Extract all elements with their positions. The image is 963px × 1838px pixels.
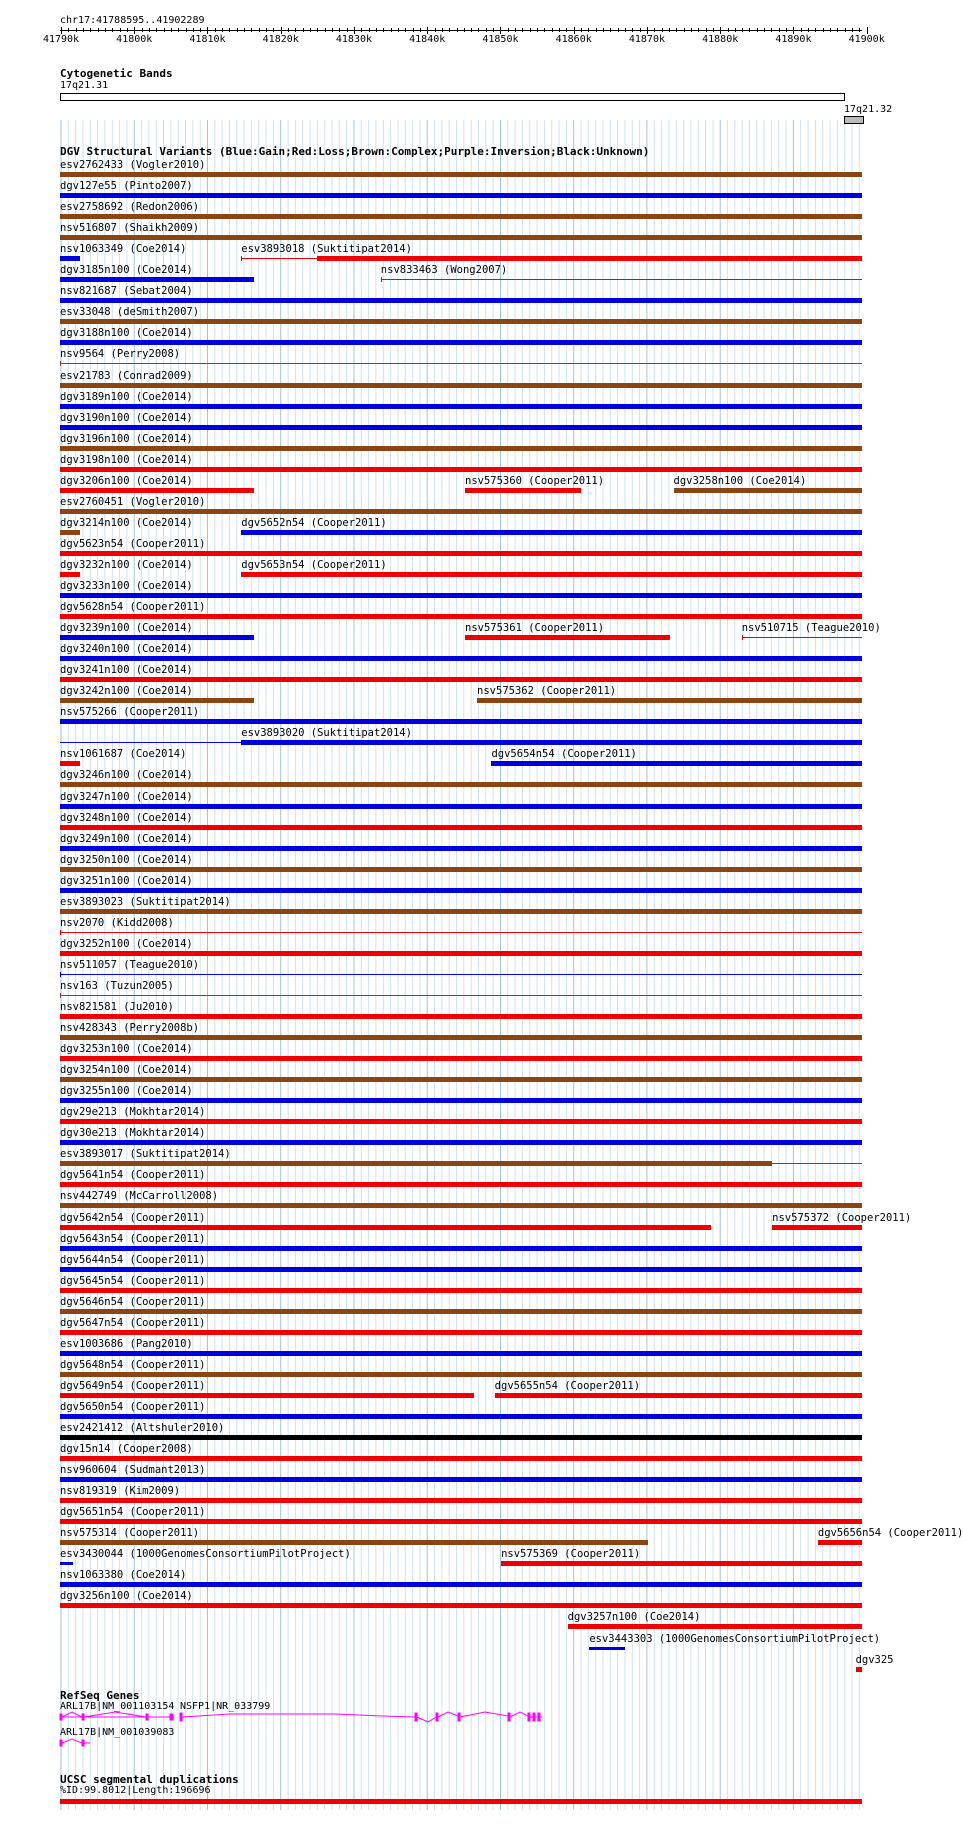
- dgv-variant-label: dgv127e55 (Pinto2007): [60, 180, 193, 193]
- dgv-variant-label: nsv821687 (Sebat2004): [60, 285, 193, 298]
- dgv-variant-label: dgv3256n100 (Coe2014): [60, 1590, 193, 1603]
- dgv-variant-label: dgv5645n54 (Cooper2011): [60, 1274, 206, 1287]
- ruler-tick-label: 41870k: [628, 34, 665, 45]
- dgv-variant-label: dgv30e213 (Mokhtar2014): [60, 1127, 206, 1140]
- dgv-variant-label: dgv5647n54 (Cooper2011): [60, 1316, 206, 1329]
- dgv-variant-label: dgv5651n54 (Cooper2011): [60, 1506, 206, 1519]
- ruler-tick-label: 41900k: [848, 34, 885, 45]
- dgv-variant-label: dgv3254n100 (Coe2014): [60, 1064, 193, 1077]
- dgv-variant-label: dgv5644n54 (Cooper2011): [60, 1253, 206, 1266]
- dgv-variant-label: dgv3247n100 (Coe2014): [60, 790, 193, 803]
- refseq-gene-label-1: ARL17B|NM_001103154: [60, 1701, 175, 1712]
- dgv-variant-label: dgv3241n100 (Coe2014): [60, 664, 193, 677]
- cytoband-track-title: Cytogenetic Bands: [60, 67, 173, 80]
- dgv-track-title: DGV Structural Variants (Blue:Gain;Red:Loss;Brown:Complex;Purple:Inversion;Black:Unknown): [60, 145, 650, 158]
- dgv-variant-label: dgv3255n100 (Coe2014): [60, 1085, 193, 1098]
- dgv-variant-label: dgv3250n100 (Coe2014): [60, 853, 193, 866]
- ruler-tick-label: 41790k: [42, 34, 80, 45]
- dgv-variant-label: dgv325: [855, 1653, 894, 1666]
- dgv-variant-label: dgv5649n54 (Cooper2011): [60, 1379, 206, 1392]
- dgv-variant-label: nsv516807 (Shaikh2009): [60, 222, 200, 235]
- ruler-tick-label: 41850k: [482, 34, 519, 45]
- dgv-variant-label: nsv575372 (Cooper2011): [772, 1211, 912, 1224]
- dgv-variant-label: dgv5641n54 (Cooper2011): [60, 1169, 206, 1182]
- dgv-variant-label: dgv3188n100 (Coe2014): [60, 327, 193, 340]
- dgv-variant-label: nsv575369 (Cooper2011): [501, 1548, 641, 1561]
- cytoband-label-2: 17q21.32: [844, 104, 893, 115]
- dgv-variant-label: dgv3248n100 (Coe2014): [60, 811, 193, 824]
- dgv-variant-label: nsv9564 (Perry2008): [60, 348, 181, 361]
- dgv-variant-label: esv3893023 (Suktitipat2014): [60, 895, 231, 908]
- dgv-variant-label: dgv3257n100 (Coe2014): [567, 1611, 701, 1624]
- dgv-variant-label: dgv3198n100 (Coe2014): [60, 453, 193, 466]
- dgv-variant-label: esv3893017 (Suktitipat2014): [60, 1148, 231, 1161]
- dgv-variant-label: nsv511057 (Teague2010): [60, 958, 200, 971]
- dgv-variant-label: dgv3252n100 (Coe2014): [60, 937, 193, 950]
- dgv-variant-label: dgv3258n100 (Coe2014): [673, 474, 807, 487]
- dgv-variant-label: dgv3185n100 (Coe2014): [60, 264, 193, 277]
- dgv-variant-label: nsv163 (Tuzun2005): [60, 979, 174, 992]
- ruler-tick-label: 41840k: [409, 34, 446, 45]
- dgv-variant-label: esv1003686 (Pang2010): [60, 1337, 193, 1350]
- ruler-tick-label: 41860k: [555, 34, 592, 45]
- dgv-variant-label: nsv575266 (Cooper2011): [60, 706, 200, 719]
- ruler-range-label: chr17:41788595..41902289: [60, 15, 205, 26]
- dgv-variant-label: dgv5653n54 (Cooper2011): [241, 558, 387, 571]
- dgv-variant-label: dgv5654n54 (Cooper2011): [491, 748, 637, 761]
- refseq-gene-label-3: ARL17B|NM_001039083: [60, 1727, 175, 1738]
- dgv-variant-label: dgv3232n100 (Coe2014): [60, 558, 193, 571]
- dgv-variant-label: dgv3196n100 (Coe2014): [60, 432, 193, 445]
- dgv-variant-label: nsv833463 (Wong2007): [380, 264, 508, 277]
- ruler-tick-label: 41800k: [116, 34, 153, 45]
- dgv-variant-label: dgv3189n100 (Coe2014): [60, 390, 193, 403]
- dgv-variant-label: dgv5650n54 (Cooper2011): [60, 1400, 206, 1413]
- dgv-variant-label: nsv510715 (Teague2010): [741, 622, 881, 635]
- dgv-variant-label: esv3893020 (Suktitipat2014): [241, 727, 412, 740]
- dgv-variant-label: dgv5628n54 (Cooper2011): [60, 601, 206, 614]
- ruler-tick-label: 41820k: [262, 34, 299, 45]
- dgv-variant-label: esv2760451 (Vogler2010): [60, 495, 206, 508]
- dgv-variant-label: esv2421412 (Altshuler2010): [60, 1422, 225, 1434]
- ruler-tick-label: 41810k: [189, 34, 226, 45]
- refseq-gene-label-2: NSFP1|NR_033799: [180, 1701, 271, 1712]
- dgv-variant-label: nsv1063349 (Coe2014): [60, 243, 187, 256]
- dgv-variant-label: dgv3240n100 (Coe2014): [60, 643, 193, 656]
- dgv-variant-label: dgv29e213 (Mokhtar2014): [60, 1106, 206, 1119]
- dgv-variant-label: dgv5642n54 (Cooper2011): [60, 1211, 206, 1224]
- dgv-variant-label: dgv5623n54 (Cooper2011): [60, 537, 206, 550]
- dgv-variant-label: esv3893018 (Suktitipat2014): [241, 243, 412, 256]
- dgv-variant-label: dgv5655n54 (Cooper2011): [494, 1379, 641, 1392]
- segdup-feature[interactable]: [60, 1799, 862, 1804]
- segdup-label: %ID:99.8012|Length:196696: [60, 1785, 211, 1796]
- dgv-variant-label: esv2758692 (Redon2006): [60, 201, 200, 214]
- dgv-variant-label: nsv442749 (McCarroll2008): [60, 1190, 219, 1203]
- dgv-variant-label: dgv5648n54 (Cooper2011): [60, 1358, 206, 1371]
- dgv-variant-label: nsv821581 (Ju2010): [60, 1001, 174, 1013]
- dgv-variant-label: dgv3233n100 (Coe2014): [60, 580, 193, 592]
- ruler-tick-label: 41890k: [775, 34, 812, 45]
- dgv-variant-label: esv3443303 (1000GenomesConsortiumPilotProject): [589, 1632, 881, 1645]
- dgv-variant-label: esv33048 (deSmith2007): [60, 306, 200, 319]
- dgv-variant-label: dgv15n14 (Cooper2008): [60, 1443, 193, 1456]
- dgv-variant-label: nsv575362 (Cooper2011): [477, 685, 617, 698]
- dgv-variant-label: nsv960604 (Sudmant2013): [60, 1464, 206, 1477]
- dgv-variant-label: dgv3239n100 (Coe2014): [60, 622, 193, 635]
- dgv-variant-label: dgv5652n54 (Cooper2011): [241, 516, 387, 529]
- dgv-variant-label: nsv428343 (Perry2008b): [60, 1022, 200, 1035]
- dgv-variant-label: dgv5646n54 (Cooper2011): [60, 1295, 206, 1308]
- dgv-variant-label: esv3430044 (1000GenomesConsortiumPilotProject): [60, 1548, 351, 1561]
- dgv-variant-label: dgv3214n100 (Coe2014): [60, 516, 193, 529]
- dgv-variant-label: dgv3246n100 (Coe2014): [60, 769, 193, 782]
- dgv-variant-label: nsv819319 (Kim2009): [60, 1485, 181, 1498]
- dgv-variant-label: nsv1061687 (Coe2014): [60, 748, 187, 761]
- cytoband-label-1: 17q21.31: [60, 80, 109, 91]
- dgv-variant-label: dgv5656n54 (Cooper2011): [817, 1527, 963, 1540]
- dgv-variant-label: dgv3251n100 (Coe2014): [60, 874, 193, 887]
- dgv-variant-label: dgv3206n100 (Coe2014): [60, 474, 193, 487]
- dgv-variant-label: esv21783 (Conrad2009): [60, 369, 193, 382]
- dgv-variant-label: dgv3242n100 (Coe2014): [60, 685, 193, 698]
- dgv-variant-label: nsv1063380 (Coe2014): [60, 1569, 187, 1582]
- segdup-track-title: UCSC segmental duplications: [60, 1773, 239, 1786]
- dgv-variant-label: dgv3190n100 (Coe2014): [60, 411, 193, 424]
- dgv-variant-label: dgv5643n54 (Cooper2011): [60, 1232, 206, 1245]
- dgv-variant-label: nsv575361 (Cooper2011): [465, 622, 605, 635]
- refseq-track-title: RefSeq Genes: [60, 1689, 140, 1702]
- ruler-tick-label: 41880k: [702, 34, 739, 45]
- dgv-variant-label: dgv3249n100 (Coe2014): [60, 832, 193, 845]
- dgv-variant-label: esv2762433 (Vogler2010): [60, 159, 206, 171]
- dgv-variant-label: nsv2070 (Kidd2008): [60, 916, 174, 929]
- dgv-variant-label: nsv575314 (Cooper2011): [60, 1527, 200, 1540]
- ruler-tick-label: 41830k: [335, 34, 373, 45]
- dgv-variant-label: nsv575360 (Cooper2011): [465, 474, 605, 487]
- dgv-variant-label: dgv3253n100 (Coe2014): [60, 1043, 193, 1056]
